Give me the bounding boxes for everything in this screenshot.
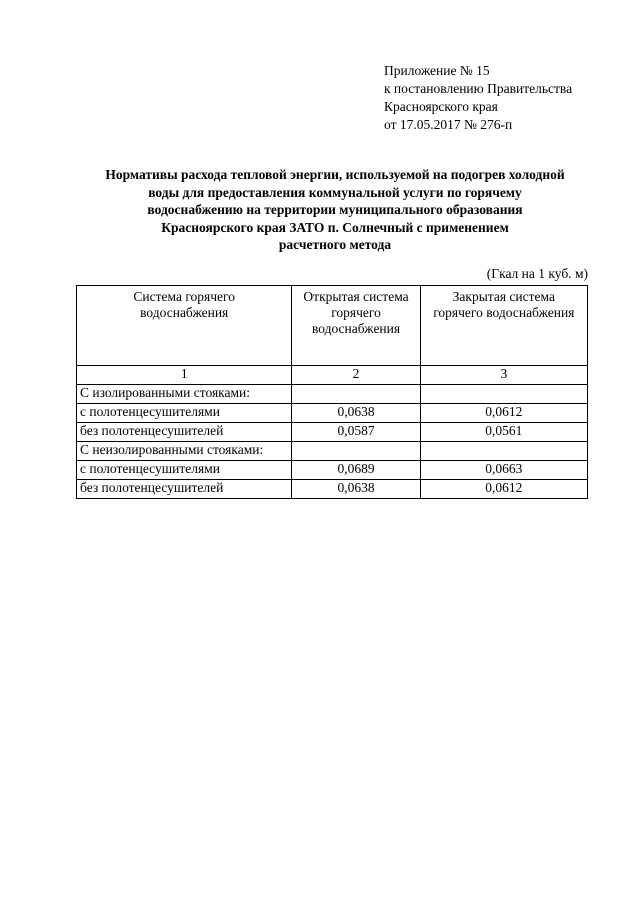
closed-value: 0,0612 xyxy=(420,404,587,423)
appendix-region: Красноярского края xyxy=(384,99,498,114)
row-label: с полотенцесушителями xyxy=(77,461,292,480)
appendix-date: от 17.05.2017 № 276-п xyxy=(384,117,513,132)
row-label: без полотенцесушителей xyxy=(77,480,292,499)
table-row xyxy=(77,404,588,423)
table-header-row xyxy=(77,286,588,366)
header-cell-closed: Закрытая система горячего водоснабжения xyxy=(420,286,587,366)
row-label: С изолированными стояками: xyxy=(77,385,292,404)
title-line: расчетного метода xyxy=(278,237,392,252)
appendix-number: Приложение № 15 xyxy=(384,63,490,78)
appendix-reference xyxy=(384,62,572,134)
column-number-row xyxy=(77,366,588,385)
norms-table xyxy=(76,285,588,499)
column-number: 3 xyxy=(420,366,587,385)
open-value: 0,0587 xyxy=(292,423,420,442)
closed-value: 0,0561 xyxy=(420,423,587,442)
open-value xyxy=(292,385,420,404)
column-number: 1 xyxy=(77,366,292,385)
title-line: водоснабжению на территории муниципального образования xyxy=(147,202,523,217)
open-value: 0,0689 xyxy=(292,461,420,480)
header-cell-open: Открытая система горячего водоснабжения xyxy=(292,286,420,366)
closed-value: 0,0612 xyxy=(420,480,587,499)
table-row xyxy=(77,423,588,442)
closed-value xyxy=(420,385,587,404)
units-label: (Гкал на 1 куб. м) xyxy=(486,266,588,281)
row-label: С неизолированными стояками: xyxy=(77,442,292,461)
closed-value xyxy=(420,442,587,461)
title-line: воды для предоставления коммунальной услуги по горячему xyxy=(148,184,522,200)
title-line: Нормативы расхода тепловой энергии, используемой на подогрев холодной xyxy=(105,167,565,182)
header-cell-system: Система горячего водоснабжения xyxy=(77,286,292,366)
row-label: с полотенцесушителями xyxy=(77,404,292,423)
open-value: 0,0638 xyxy=(292,480,420,499)
document-title xyxy=(70,166,600,254)
open-value: 0,0638 xyxy=(292,404,420,423)
table-row xyxy=(77,385,588,404)
table-row xyxy=(77,480,588,499)
title-line: Красноярского края ЗАТО п. Солнечный с применением xyxy=(161,219,509,235)
table-row xyxy=(77,461,588,480)
table-row xyxy=(77,442,588,461)
column-number: 2 xyxy=(292,366,420,385)
open-value xyxy=(292,442,420,461)
row-label: без полотенцесушителей xyxy=(77,423,292,442)
closed-value: 0,0663 xyxy=(420,461,587,480)
appendix-resolution: к постановлению Правительства xyxy=(384,81,573,96)
